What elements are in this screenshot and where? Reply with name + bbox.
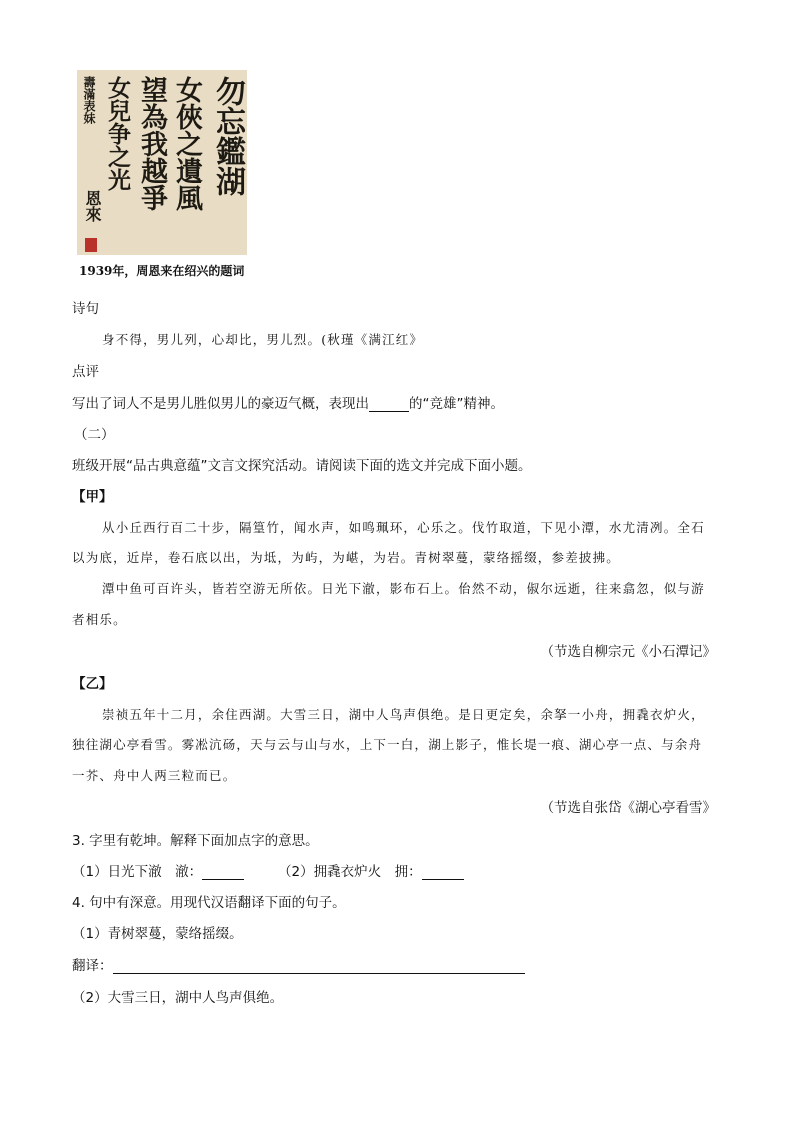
- passage-yi-label: 【乙】: [72, 676, 113, 692]
- calligraphy-signature: 恩來: [83, 190, 102, 222]
- passage-yi-source: （节选自张岱《湖心亭看雪》: [540, 800, 716, 816]
- question-3-1-text: （1）日光下澈 澈：: [72, 864, 203, 880]
- question-4-2: （2）大雪三日，湖中人鸟声俱绝。: [72, 990, 284, 1006]
- question-3: 3. 字里有乾坤。解释下面加点字的意思。: [72, 833, 319, 849]
- passage-yi-line: 一芥、舟中人两三粒而已。: [72, 768, 237, 783]
- question-3-2: [278, 860, 464, 880]
- translation-row: [72, 954, 525, 974]
- poem-line: 身不得，男儿列，心却比，男儿烈。(秋瑾《满江红》: [102, 332, 424, 347]
- calligraphy-inscription: 壽滿表妹: [82, 76, 96, 124]
- passage-jia-line: 潭中鱼可百许头，皆若空游无所依。日光下澈，影布石上。佁然不动，俶尔远逝，往来翕忽，似与游: [102, 581, 705, 596]
- question-4-1: （1）青树翠蔓，蒙络摇缀。: [72, 926, 243, 942]
- calligraphy-column: 望為我越爭: [136, 76, 167, 211]
- question-3-2-text: （2）拥毳衣炉火 拥：: [278, 864, 422, 880]
- passage-jia-line: 从小丘西行百二十步，隔篁竹，闻水声，如鸣珮环，心乐之。伐竹取道，下见小潭，水尤清冽。全石: [102, 520, 705, 535]
- passage-jia-source: （节选自柳宗元《小石潭记》: [540, 644, 716, 660]
- answer-blank[interactable]: [202, 866, 244, 881]
- section-heading: （二）: [74, 427, 115, 443]
- translation-label: 翻译：: [72, 958, 113, 974]
- activity-intro: 班级开展“品古典意蕴”文言文探究活动。请阅读下面的选文并完成下面小题。: [72, 458, 532, 474]
- passage-yi-line: 崇祯五年十二月，余住西湖。大雪三日，湖中人鸟声俱绝。是日更定矣，余拏一小舟，拥毳衣炉火，: [102, 707, 705, 722]
- answer-blank[interactable]: [422, 866, 464, 881]
- answer-blank[interactable]: [369, 398, 409, 413]
- question-3-1: [72, 860, 244, 880]
- calligraphy-column: 勿忘鑑湖: [210, 76, 245, 196]
- calligraphy-image: [77, 70, 247, 255]
- comment-heading: 点评: [72, 364, 99, 380]
- comment-text-start: 写出了词人不是男儿胜似男儿的豪迈气概，表现出: [72, 396, 369, 412]
- comment-text: [72, 392, 504, 412]
- calligraphy-column: 女兒争之光: [104, 76, 131, 191]
- passage-yi-line: 独往湖心亭看雪。雾凇沆砀，天与云与山与水，上下一白，湖上影子，惟长堤一痕、湖心亭一点、与余舟: [72, 737, 703, 752]
- poem-heading: 诗句: [72, 301, 99, 317]
- calligraphy-column: 女俠之遺風: [171, 76, 202, 211]
- passage-jia-line: 以为底，近岸，卷石底以出，为坻，为屿，为嵁，为岩。青树翠蔓，蒙络摇缀，参差披拂。: [72, 550, 621, 565]
- passage-jia-label: 【甲】: [72, 489, 113, 505]
- comment-text-end: 的“竞雄”精神。: [409, 396, 504, 412]
- seal-stamp: [85, 238, 97, 252]
- image-caption: 1939年，周恩来在绍兴的题词: [79, 264, 245, 278]
- passage-jia-line: 者相乐。: [72, 612, 127, 627]
- translation-answer-line[interactable]: [113, 960, 525, 975]
- question-4: 4. 句中有深意。用现代汉语翻译下面的句子。: [72, 895, 346, 911]
